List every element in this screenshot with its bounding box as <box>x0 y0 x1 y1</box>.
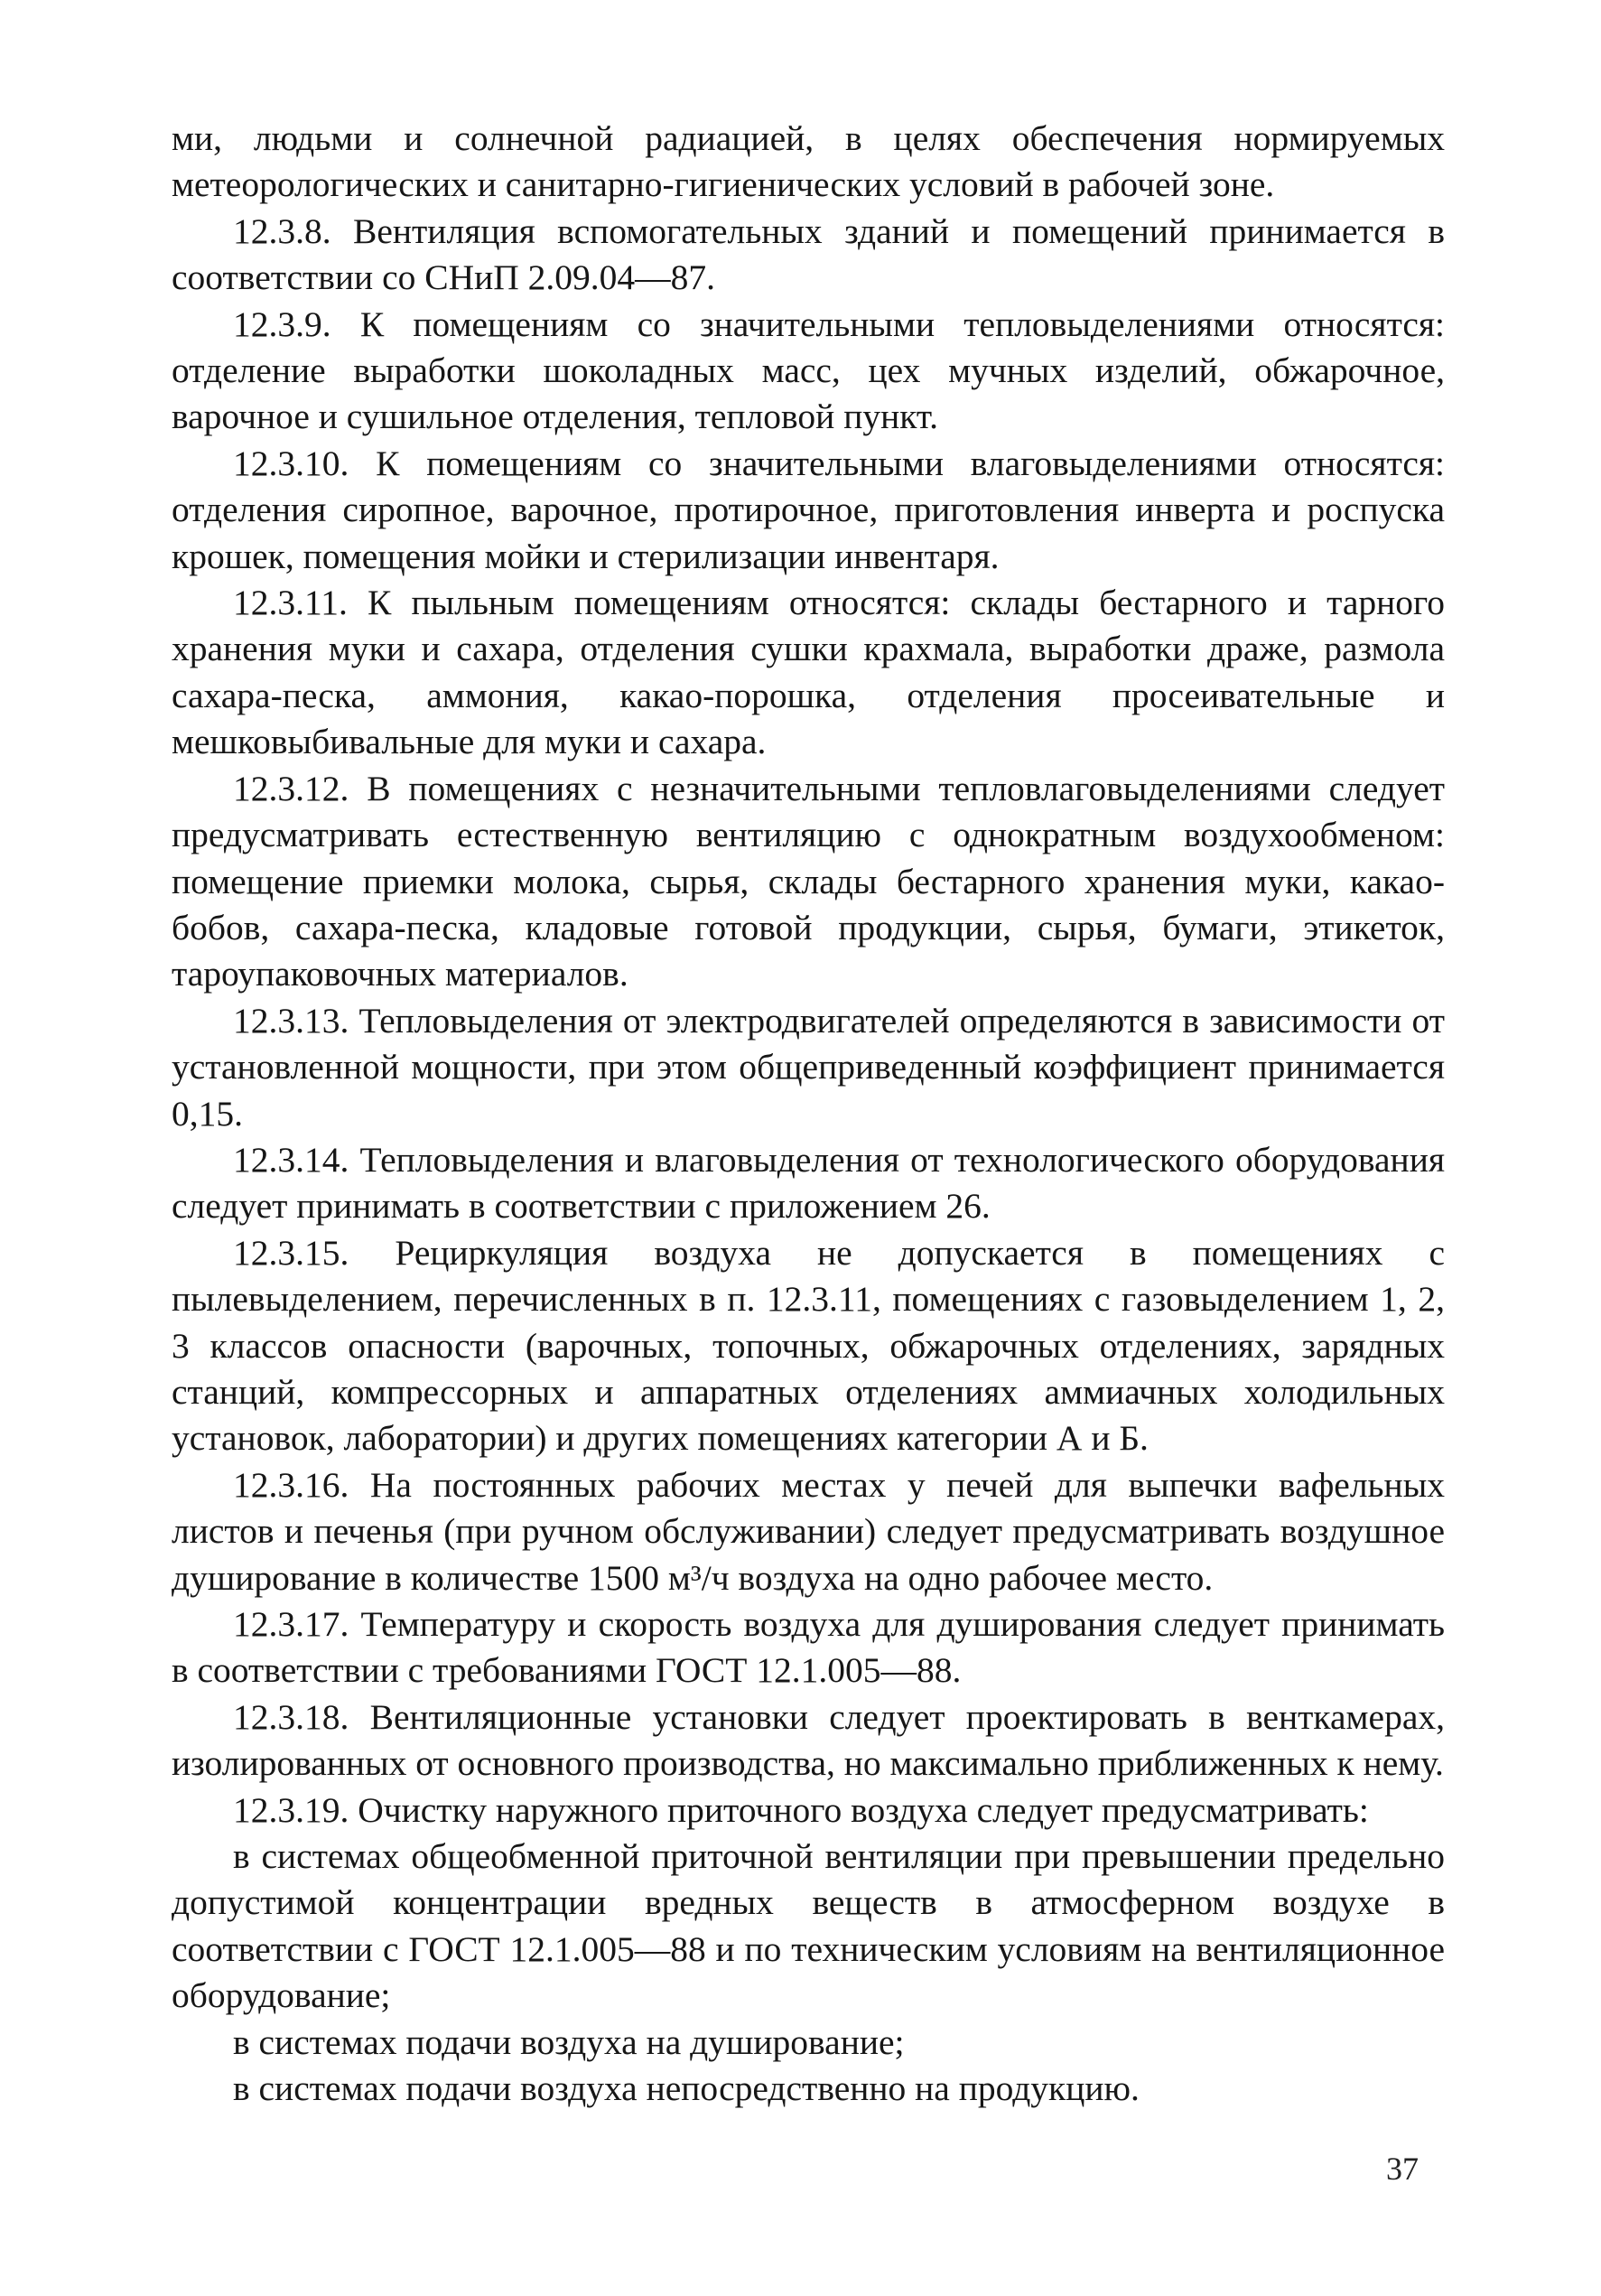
paragraph-continuation: ми, людьми и солнечной радиацией, в целях обеспечения нормируемых метеорологических и санитарно-гигиенических условий в рабочей зоне. <box>172 118 1445 205</box>
page-number: 37 <box>1386 2151 1419 2187</box>
paragraph-12-3-10: 12.3.10. К помещениям со значительными влаговыделениями относятся: отделения сиропное, варочное, протирочное, приготовления инверта и роспуска крошек, помещения мойки и стерилизации инвентаря. <box>172 443 1445 576</box>
paragraph-12-3-13: 12.3.13. Тепловыделения от электродвигателей определяются в зависимости от установленной мощности, при этом общеприведенный коэффициент принимается 0,15. <box>172 1000 1445 1134</box>
paragraph-12-3-11: 12.3.11. К пыльным помещениям относятся: склады бестарного и тарного хранения муки и сахара, отделения сушки крахмала, выработки драже, размола сахара-песка, аммония, какао-порошка, отделения просеивательные и мешковыбивальные для муки и сахара. <box>172 583 1445 762</box>
paragraph-12-3-14: 12.3.14. Тепловыделения и влаговыделения от технологического оборудования следует принимать в соответствии с приложением 26. <box>172 1139 1445 1227</box>
paragraph-12-3-12: 12.3.12. В помещениях с незначительными тепловлаговыделениями следует предусматривать естественную вентиляцию с однократным воздухообменом: помещение приемки молока, сырья, склады бестарного хранения муки, какао-бобов, сахара-песка, кладовые готовой продукции, сырья, бумаги, этикеток, тароупаковочных материалов. <box>172 768 1445 994</box>
paragraph-12-3-17: 12.3.17. Температуру и скорость воздуха для душирования следует принимать в соответствии с требованиями ГОСТ 12.1.005—88. <box>172 1604 1445 1691</box>
paragraph-12-3-19: 12.3.19. Очистку наружного приточного воздуха следует предусматривать: <box>233 1789 1369 1830</box>
paragraph-12-3-18: 12.3.18. Вентиляционные установки следует проектировать в венткамерах, изолированных от основного производства, но максимально приближенных к нему. <box>172 1696 1445 1784</box>
list-item-product-air: в системах подачи воздуха непосредственно на продукцию. <box>233 2068 1140 2109</box>
document-page <box>172 116 1445 2247</box>
paragraph-12-3-16: 12.3.16. На постоянных рабочих местах у печей для выпечки вафельных листов и печенья (при ручном обслуживании) следует предусматривать воздушное душирование в количестве 1500 м³/ч воздуха на одно рабочее место. <box>172 1464 1445 1598</box>
paragraph-12-3-15: 12.3.15. Рециркуляция воздуха не допускается в помещениях с пылевыделением, перечисленных в п. 12.3.11, помещениях с газовыделением 1, 2, 3 классов опасности (варочных, топочных, обжарочных отделениях, зарядных станций, компрессорных и аппаратных отделениях аммиачных холодильных установок, лаборатории) и других помещениях категории А и Б. <box>172 1232 1445 1459</box>
list-item-general-ventilation: в системах общеобменной приточной вентиляции при превышении предельно допустимой концентрации вредных веществ в атмосферном воздухе в соответствии с ГОСТ 12.1.005—88 и по техническим условиям на вентиляционное оборудование; <box>172 1836 1445 2016</box>
paragraph-12-3-9: 12.3.9. К помещениям со значительными тепловыделениями относятся: отделение выработки шоколадных масс, цех мучных изделий, обжарочное, варочное и сушильное отделения, тепловой пункт. <box>172 303 1445 437</box>
list-item-air-showering: в системах подачи воздуха на душирование; <box>233 2021 905 2062</box>
paragraph-12-3-8: 12.3.8. Вентиляция вспомогательных зданий и помещений принимается в соответствии со СНиП 2.09.04—87. <box>172 210 1445 298</box>
